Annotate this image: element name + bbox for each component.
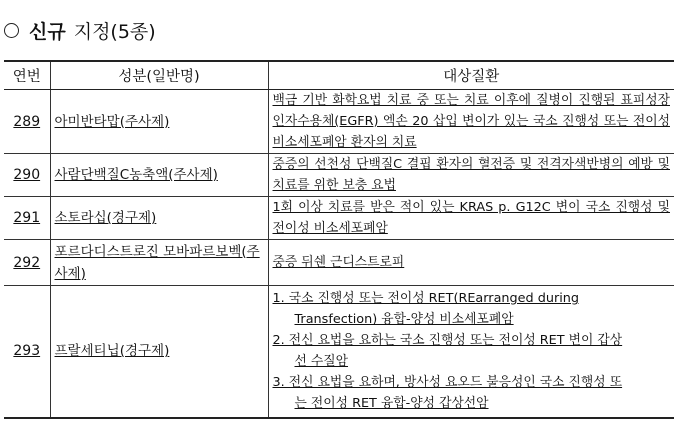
table-row [4, 240, 674, 286]
header-disease: 대상질환 [268, 61, 674, 90]
row-number: 289 [4, 90, 50, 154]
table-row [4, 286, 674, 418]
heading-bold: 신규 [29, 20, 66, 43]
target-disease: 중증 뒤쉔 근디스트로피 [268, 240, 674, 286]
target-disease: 백금 기반 화학요법 치료 중 또는 치료 이후에 질병이 진행된 표피성장인자수용체(EGFR) 엑손 20 삽입 변이가 있는 국소 진행성 또는 전이성 비소세포폐암 환자의 치료 [268, 90, 674, 154]
disease-item-text: 2. 전신 요법을 요하는 국소 진행성 또는 전이성 RET 변이 갑상 [272, 333, 623, 349]
row-number: 290 [4, 154, 50, 197]
disease-item-continuation: 선 수질암 [294, 354, 349, 370]
header-number: 연번 [4, 61, 50, 90]
table-row [4, 154, 674, 197]
disease-item-continuation: Transfection) 융합-양성 비소세포폐암 [294, 312, 514, 328]
table-row [4, 197, 674, 240]
disease-item [273, 288, 671, 330]
disease-item-text: 3. 전신 요법을 요하며, 방사성 요오드 불응성인 국소 진행성 또 [272, 375, 623, 391]
ingredient-name: 아미반타맙(주사제) [50, 90, 268, 154]
row-number: 291 [4, 197, 50, 240]
row-number: 292 [4, 240, 50, 286]
target-disease: 1회 이상 치료를 받은 적이 있는 KRAS p. G12C 변이 국소 진행성 및 전이성 비소세포폐암 [268, 197, 674, 240]
section-heading [4, 10, 156, 50]
target-disease: 중증의 선천성 단백질C 결핍 환자의 혈전증 및 전격자색반병의 예방 및 치료를 위한 보충 요법 [268, 154, 674, 197]
ingredient-name: 프랄세티닙(경구제) [50, 286, 268, 418]
designation-table [4, 60, 674, 419]
table-row [4, 90, 674, 154]
disease-item [273, 330, 671, 372]
disease-item-continuation: 는 전이성 RET 융합-양성 갑상선암 [294, 396, 489, 412]
table-header-row [4, 61, 674, 90]
heading-text: 지정(5종) [73, 20, 156, 43]
header-ingredient: 성분(일반명) [50, 61, 268, 90]
ingredient-name: 사람단백질C농축액(주사제) [50, 154, 268, 197]
row-number: 293 [4, 286, 50, 418]
ingredient-name: 포르다디스트로진 모바파르보벡(주사제) [50, 240, 268, 286]
circle-bullet-icon [4, 23, 19, 38]
ingredient-name: 소토라십(경구제) [50, 197, 268, 240]
disease-item-text: 1. 국소 진행성 또는 전이성 RET(REarranged during [272, 291, 579, 307]
disease-item [273, 372, 671, 414]
target-disease-list [268, 286, 674, 418]
